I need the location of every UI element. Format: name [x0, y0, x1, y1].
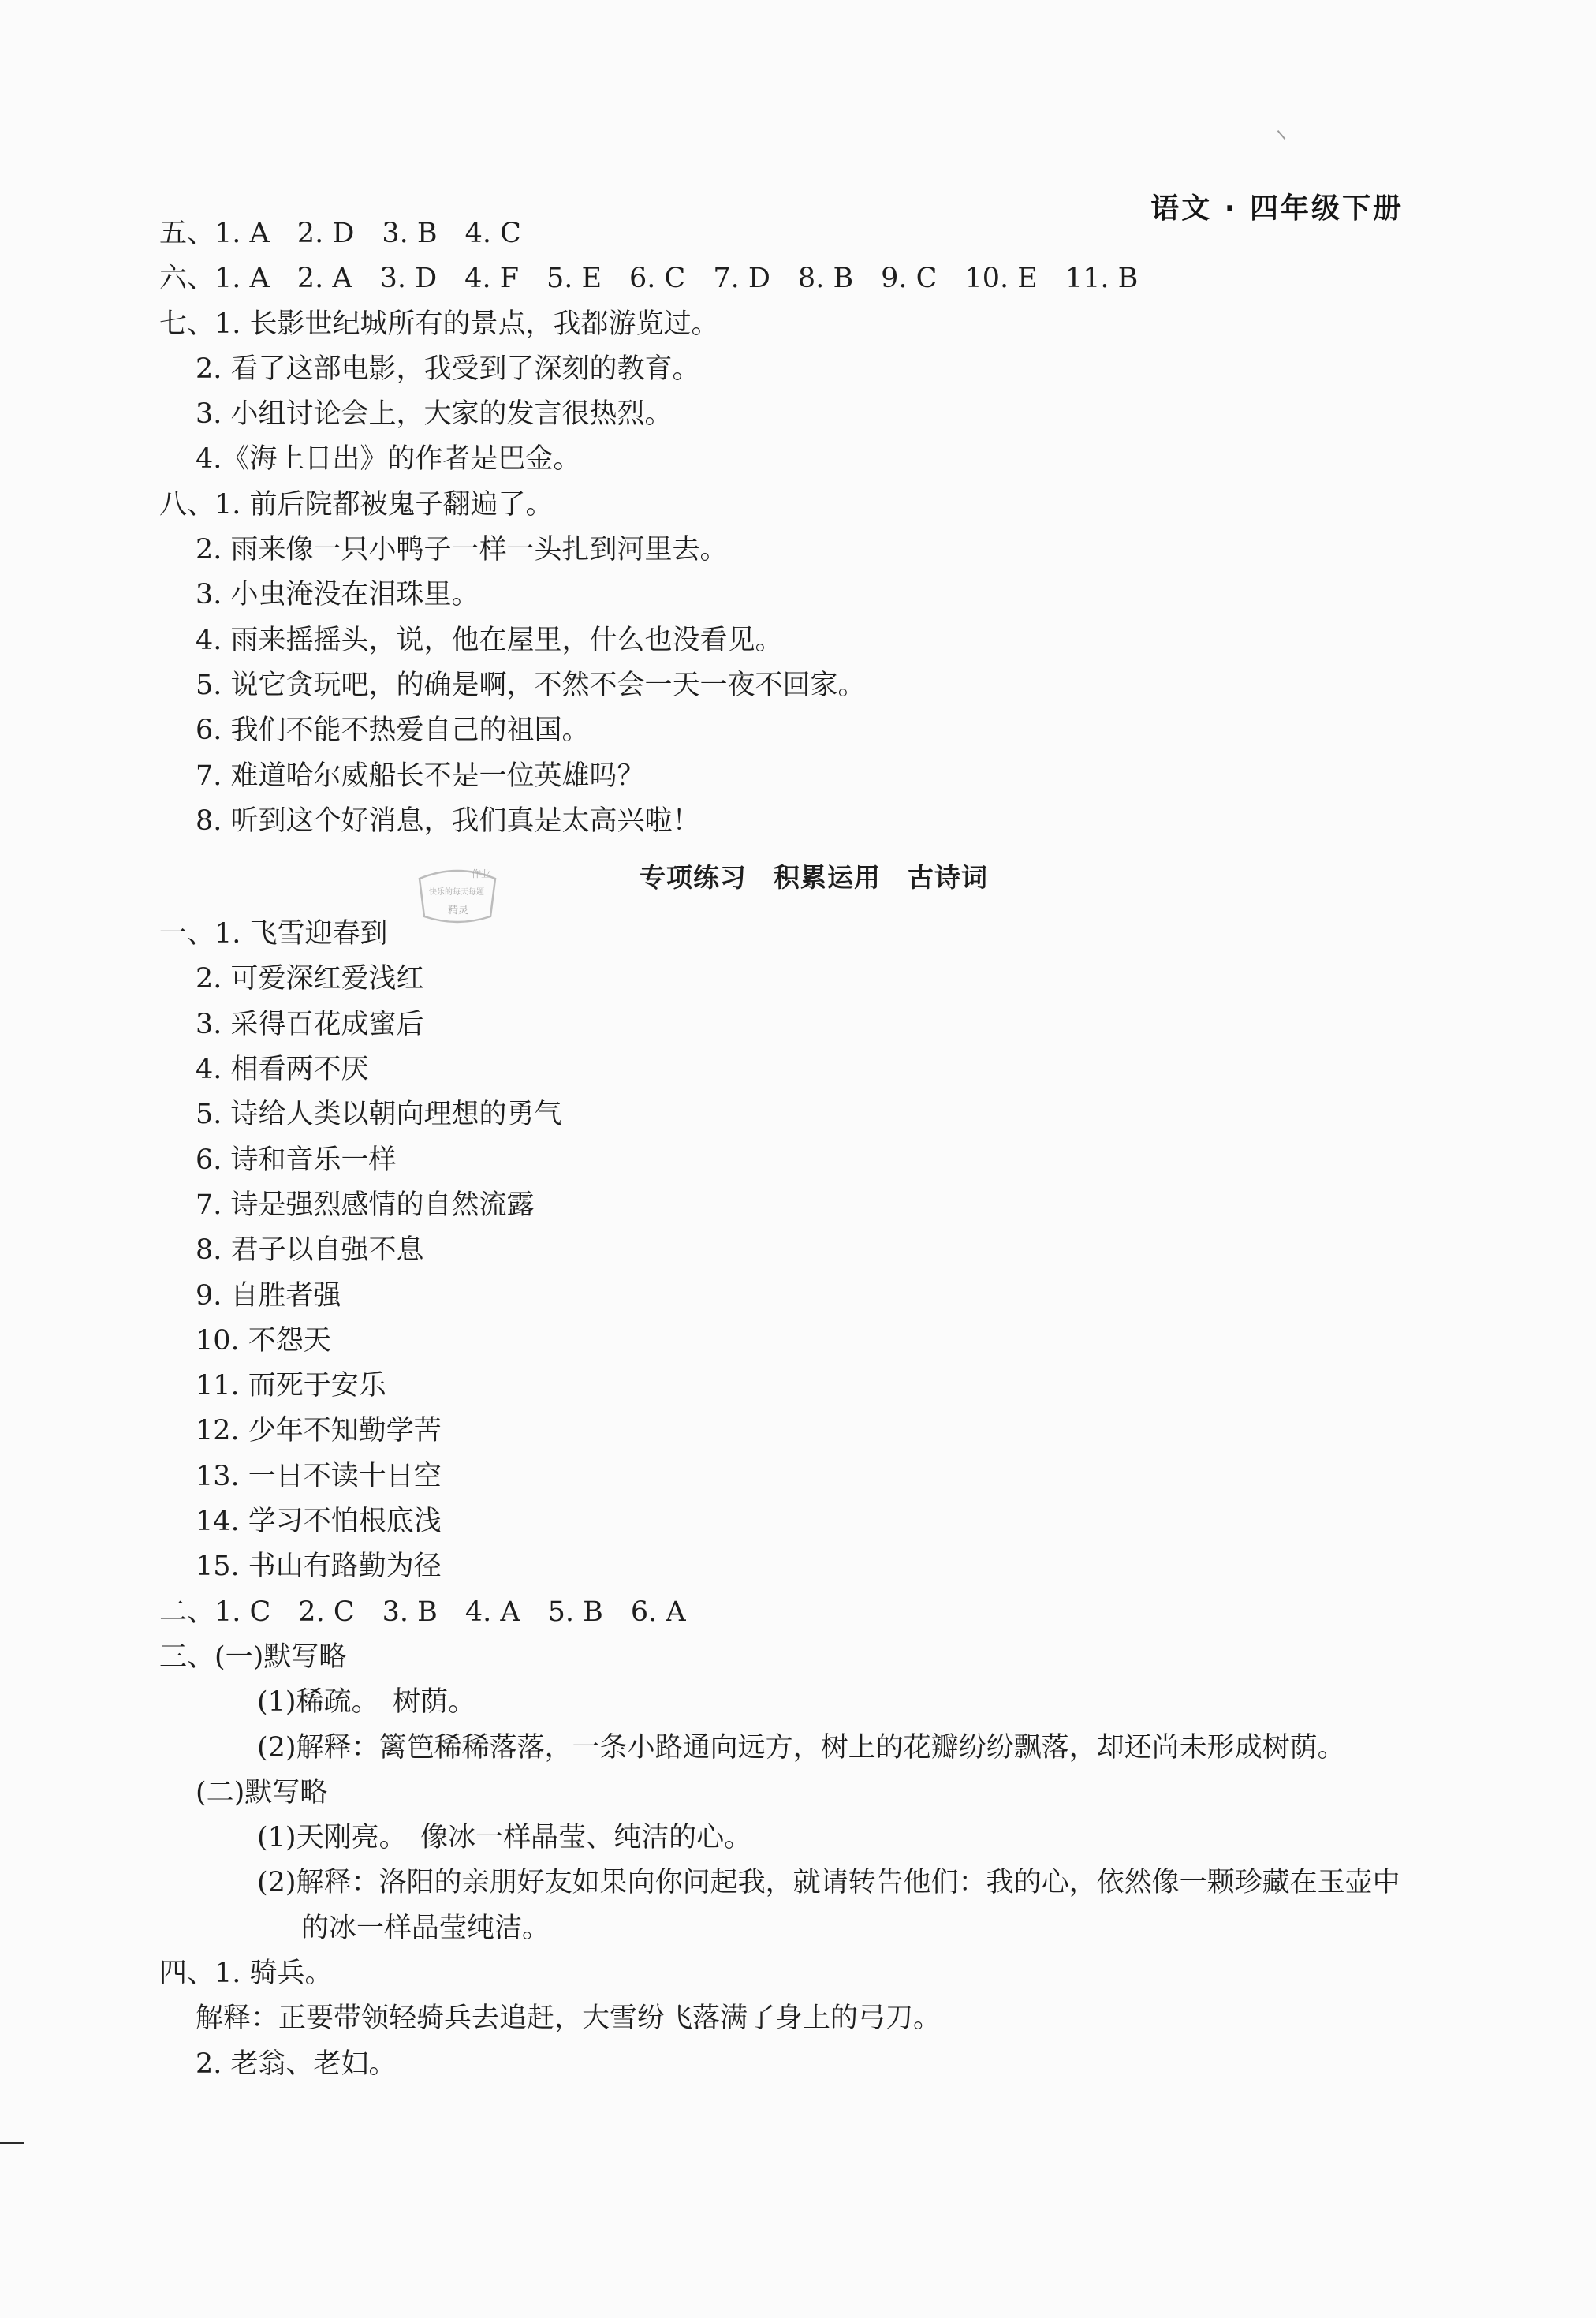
stamp-text-mid: 快乐的每天每题 — [429, 888, 484, 897]
stamp-text-top: 作业 — [472, 868, 491, 879]
poem-line-1-1: 一、1. 飞雪迎春到 — [159, 918, 388, 950]
poem-line-3-1: 三、(一)默写略 — [159, 1641, 347, 1673]
answer-line-5: 五、1. A 2. D 3. B 4. C — [159, 218, 521, 249]
poem-line-4-2: 2. 老翁、老妇。 — [196, 2047, 397, 2080]
poem-line-3-2-a: (1)天刚亮。 像冰一样晶莹、纯洁的心。 — [257, 1822, 752, 1854]
section-title: 专项练习 积累运用 古诗词 — [640, 862, 988, 894]
answer-line-7-4: 4.《海上日出》的作者是巴金。 — [196, 443, 581, 476]
poem-line-1-10: 10. 不怨天 — [196, 1324, 331, 1357]
poem-line-1-3: 3. 采得百花成蜜后 — [196, 1008, 424, 1040]
poem-line-3-2-b: (2)解释：洛阳的亲朋好友如果向你问起我，就请转告他们：我的心，依然像一颗珍藏在玉壶中 — [257, 1867, 1400, 1899]
poem-line-1-11: 11. 而死于安乐 — [196, 1370, 386, 1402]
poem-line-3-2-b-cont: 的冰一样晶莹纯洁。 — [301, 1912, 550, 1944]
answer-line-8-7: 7. 难道哈尔威船长不是一位英雄吗？ — [196, 760, 645, 792]
corner-mark — [1277, 130, 1286, 140]
poem-line-4-1-explain: 解释：正要带领轻骑兵去追赶，大雪纷飞落满了身上的弓刀。 — [196, 2003, 942, 2035]
answer-line-8-8: 8. 听到这个好消息，我们真是太高兴啦！ — [196, 804, 700, 837]
poem-line-1-12: 12. 少年不知勤学苦 — [196, 1415, 442, 1447]
answer-line-6: 六、1. A 2. A 3. D 4. F 5. E 6. C 7. D 8. B 9. C 10. E 11. B — [159, 263, 1139, 295]
poem-line-1-13: 13. 一日不读十日空 — [196, 1460, 442, 1492]
answer-line-7-1: 七、1. 长影世纪城所有的景点，我都游览过。 — [159, 308, 719, 340]
poem-line-1-4: 4. 相看两不厌 — [196, 1054, 369, 1086]
poem-line-3-1-a: (1)稀疏。 树荫。 — [257, 1686, 476, 1719]
answer-line-7-2: 2. 看了这部电影，我受到了深刻的教育。 — [196, 353, 700, 385]
poem-line-1-8: 8. 君子以自强不息 — [196, 1234, 424, 1267]
answer-line-8-3: 3. 小虫淹没在泪珠里。 — [196, 579, 479, 611]
poem-line-1-6: 6. 诗和音乐一样 — [196, 1144, 397, 1176]
poem-line-1-7: 7. 诗是强烈感情的自然流露 — [196, 1189, 535, 1221]
poem-line-2: 二、1. C 2. C 3. B 4. A 5. B 6. A — [159, 1596, 686, 1628]
poem-line-1-14: 14. 学习不怕根底浅 — [196, 1506, 442, 1538]
answer-content — [159, 211, 1421, 2087]
answer-line-8-4: 4. 雨来摇摇头，说，他在屋里，什么也没看见。 — [196, 624, 783, 656]
answer-line-8-2: 2. 雨来像一只小鸭子一样一头扎到河里去。 — [196, 534, 728, 566]
answer-line-8-1: 八、1. 前后院都被鬼子翻遍了。 — [159, 488, 554, 521]
poem-line-3-1-b: (2)解释：篱笆稀稀落落，一条小路通向远方，树上的花瓣纷纷飘落，却还尚未形成树荫。 — [257, 1731, 1345, 1764]
stamp-text-bottom: 精灵 — [448, 905, 469, 916]
poem-line-4-1: 四、1. 骑兵。 — [159, 1957, 333, 1989]
poem-line-1-2: 2. 可爱深红爱浅红 — [196, 963, 424, 995]
poem-line-1-9: 9. 自胜者强 — [196, 1279, 341, 1312]
page-header-subject: 语文 · 四年级下册 — [1150, 192, 1404, 225]
answer-line-7-3: 3. 小组讨论会上，大家的发言很热烈。 — [196, 398, 673, 431]
answer-line-8-6: 6. 我们不能不热爱自己的祖国。 — [196, 715, 590, 747]
poem-line-3-2: (二)默写略 — [196, 1776, 328, 1808]
watermark-stamp — [405, 861, 509, 929]
margin-rule — [0, 2142, 24, 2144]
answer-line-8-5: 5. 说它贪玩吧，的确是啊，不然不会一天一夜不回家。 — [196, 669, 866, 701]
poem-line-1-15: 15. 书山有路勤为径 — [196, 1551, 442, 1583]
poem-line-1-5: 5. 诗给人类以朝向理想的勇气 — [196, 1099, 562, 1131]
